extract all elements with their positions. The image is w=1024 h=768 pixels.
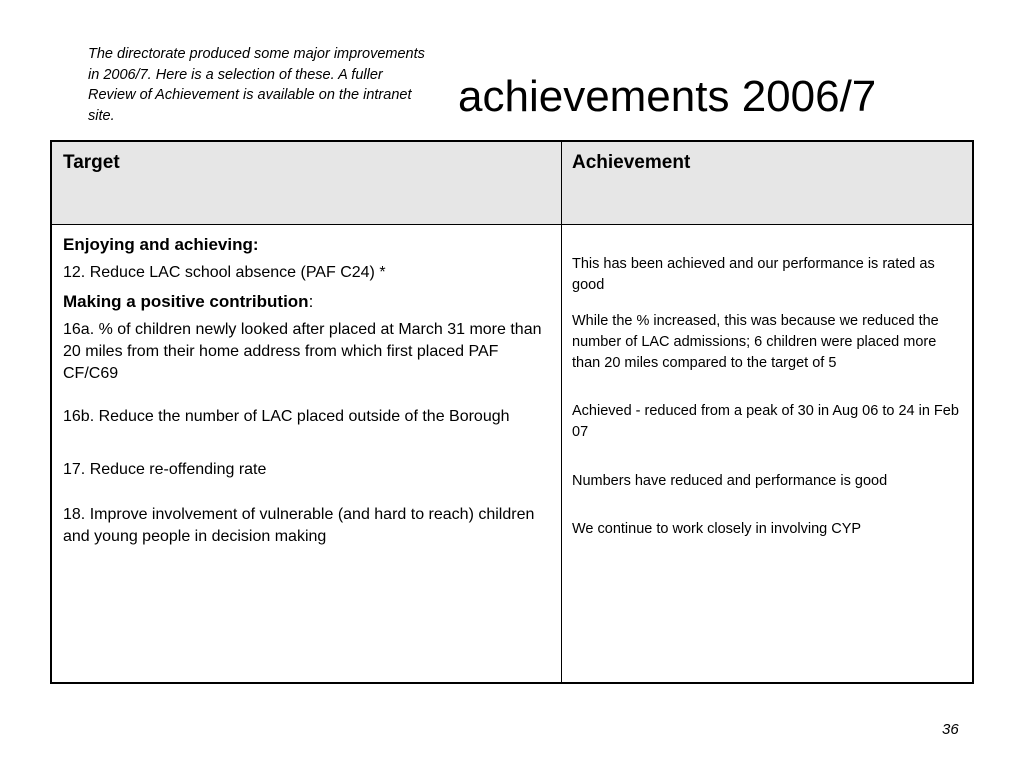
target-column [63,234,548,548]
header-target: Target [63,152,120,173]
achievement-item-12: This has been achieved and our performance is rated as good [572,256,935,293]
target-item-16a: 16a. % of children newly looked after placed at March 31 more than 20 miles from their home address from which first placed PAF CF/C69 [63,321,542,382]
page-number: 36 [942,721,959,738]
column-divider [561,142,562,682]
table-header-row [52,142,972,225]
header-achievement: Achievement [572,152,691,173]
target-item-17: 17. Reduce re-offending rate [63,461,267,478]
section-heading-enjoying: Enjoying and achieving: [63,235,259,254]
achievement-item-16a: While the % increased, this was because we reduced the number of LAC admissions; 6 children were placed more than 20 miles compared to the target of 5 [572,313,939,371]
achievements-table [50,140,974,684]
section-heading-colon: : [308,292,314,311]
achievement-item-18: We continue to work closely in involving CYP [572,521,862,537]
target-item-16b: 16b. Reduce the number of LAC placed outside of the Borough [63,408,510,425]
achievement-item-17: Numbers have reduced and performance is good [572,473,888,489]
achievement-column [572,234,962,540]
achievement-item-16b: Achieved - reduced from a peak of 30 in Aug 06 to 24 in Feb 07 [572,403,959,440]
page-title: achievements 2006/7 [458,72,877,121]
target-item-18: 18. Improve involvement of vulnerable (and hard to reach) children and young people in decision making [63,506,535,545]
section-heading-positive-contribution [63,291,548,313]
target-item-12: 12. Reduce LAC school absence (PAF C24) * [63,264,386,281]
intro-note: The directorate produced some major improvements in 2006/7. Here is a selection of these. A fuller Review of Achievement is available on the intranet site. [88,46,425,124]
section-heading-positive-label: Making a positive contribution [63,292,309,311]
